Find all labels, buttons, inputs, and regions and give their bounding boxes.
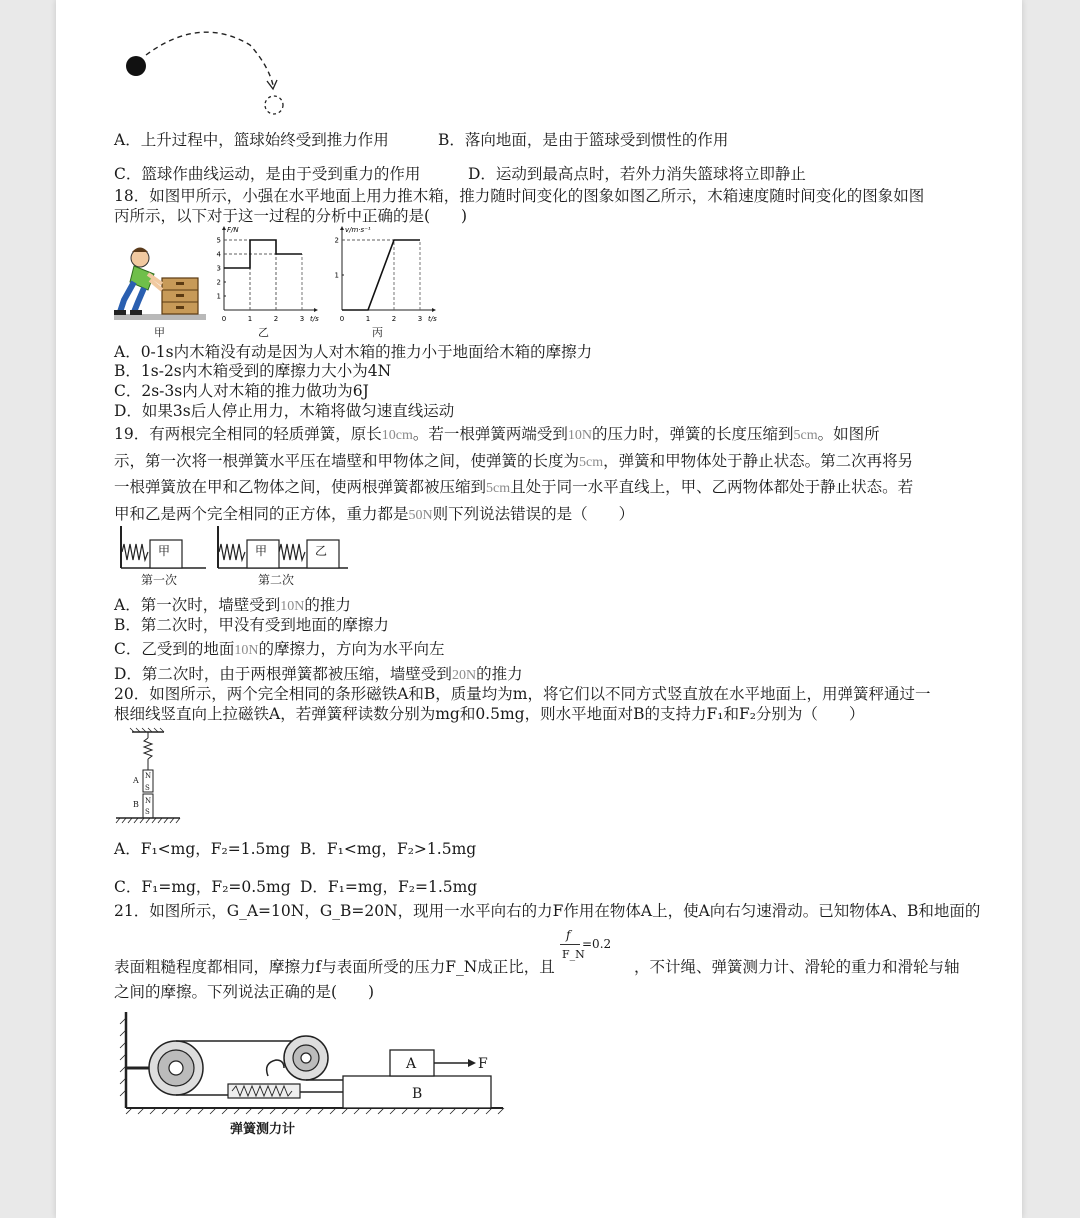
q20-pole-3: N [145, 797, 152, 805]
q19-caption-second: 第二次 [258, 573, 295, 587]
q19-value-50n: 50N [408, 507, 433, 523]
q18-option-d: D．如果3s后人停止用力，木箱将做匀速直线运动 [114, 402, 455, 420]
x-tick-label: 1 [247, 315, 253, 323]
x-tick-label: 2 [391, 315, 397, 323]
y-tick-label: 5 [216, 236, 221, 245]
q17-option-d: D．运动到最高点时，若外力消失篮球将立即静止 [468, 165, 806, 183]
q19-option-a: A．第一次时，墙壁受到10N的推力 [114, 596, 351, 614]
y-axis-label: F/N [227, 226, 239, 234]
y-tick-label: 4 [216, 250, 221, 259]
q17-option-b: B．落向地面，是由于篮球受到惯性的作用 [438, 131, 729, 149]
q21-fraction-value: =0.2 [582, 937, 612, 951]
y-tick-label: 1 [334, 271, 339, 280]
q21-label-f: F [478, 1056, 488, 1072]
basketball-trajectory-figure [120, 25, 295, 120]
y-tick-label: 2 [216, 278, 221, 287]
x-tick-label: 0 [221, 315, 227, 323]
q18-option-a: A．0-1s内木箱没有动是因为人对木箱的推力小于地面给木箱的摩擦力 [114, 343, 593, 361]
q19-value-20n: 20N [451, 668, 477, 683]
q18-label-yi: 乙 [258, 326, 269, 339]
q18-force-time-chart [212, 226, 327, 326]
q17-option-c: C．篮球作曲线运动，是由于受到重力的作用 [114, 165, 421, 183]
x-tick-label: 1 [365, 315, 371, 323]
x-tick-label: 0 [339, 315, 345, 323]
basketball-start [126, 56, 146, 76]
q18-label-jia: 甲 [154, 326, 165, 339]
q20-pole-2: S [145, 784, 150, 792]
q18-velocity-time-chart [330, 226, 445, 326]
q20-label-b: B [133, 800, 139, 809]
x-axis-label: t/s [310, 315, 319, 323]
y-tick-label: 2 [334, 236, 339, 245]
q19-block-yi-label: 乙 [315, 544, 328, 558]
q18-option-b: B．1s-2s内木箱受到的摩擦力大小为4N [114, 362, 392, 380]
x-tick-label: 2 [273, 315, 279, 323]
y-axis-arrow [340, 226, 344, 230]
x-tick-label: 3 [417, 315, 423, 323]
q20-pole-1: N [145, 772, 152, 780]
y-axis-label: v/m·s⁻¹ [345, 226, 371, 234]
q19-block-jia-label-1: 甲 [158, 544, 171, 558]
series-line [342, 240, 420, 310]
q21-stem-line2b: ，不计绳、弹簧测力计、滑轮的重力和滑轮与轴 [634, 958, 960, 976]
q20-pole-4: S [145, 808, 150, 816]
y-tick-label: 1 [216, 292, 221, 301]
q19-option-d: D．第二次时，由于两根弹簧都被压缩，墙壁受到20N的推力 [114, 665, 523, 683]
q19-value-5cm: 5cm [793, 428, 818, 443]
q19-option-c: C．乙受到的地面10N的摩擦力，方向为水平向左 [114, 640, 445, 658]
q18-option-c: C．2s-3s内人对木箱的推力做功为6J [114, 382, 369, 400]
q21-label-b: B [412, 1086, 423, 1102]
q20-label-a: A [133, 776, 139, 785]
q21-fraction-denominator: F_N [562, 948, 585, 961]
x-axis-label: t/s [428, 315, 437, 323]
q19-option-b: B．第二次时，甲没有受到地面的摩擦力 [114, 616, 389, 634]
q18-stem-line2: 丙所示，以下对于这一过程的分析中正确的是( ) [114, 207, 468, 225]
q21-caption-spring-balance: 弹簧测力计 [230, 1122, 296, 1137]
q20-option-d: D．F₁=mg，F₂=1.5mg [300, 878, 478, 896]
q19-caption-first: 第一次 [141, 573, 178, 587]
q21-fraction-numerator: f [566, 928, 571, 942]
q21-label-a: A [406, 1056, 417, 1072]
y-axis-arrow [222, 226, 226, 230]
q21-fraction-bar [560, 944, 580, 945]
q20-stem-line2: 根细线竖直向上拉磁铁A，若弹簧秤读数分别为mg和0.5mg，则水平地面对B的支持力F₁和F₂分别为（ ） [114, 705, 865, 723]
force-arrow [468, 1059, 476, 1067]
x-tick-label: 3 [299, 315, 305, 323]
q21-pulley-figure [118, 1008, 508, 1118]
q17-option-a: A．上升过程中，篮球始终受到推力作用 [114, 131, 389, 149]
q19-value-10cm: 10cm [381, 428, 413, 443]
q21-stem-line3: 之间的摩擦。下列说法正确的是( ) [114, 983, 375, 1001]
q19-block-jia-label-2: 甲 [255, 544, 268, 558]
x-axis-arrow [314, 308, 318, 312]
y-tick-label: 3 [216, 264, 221, 273]
q19-value-10n: 10N [567, 428, 592, 443]
q21-stem-line1: 21．如图所示，G_A=10N，G_B=20N，现用一水平向右的力F作用在物体A上，使A向右匀速滑动。已知物体A、B和地面的 [114, 902, 981, 920]
q20-option-a: A．F₁<mg，F₂=1.5mg [114, 840, 290, 858]
q18-stem-line1: 18．如图甲所示，小强在水平地面上用力推木箱，推力随时间变化的图象如图乙所示，木箱速度随时间变化的图象如图 [114, 187, 925, 205]
q19-stem: 19．有两根完全相同的轻质弹簧，原长10cm。若一根弹簧两端受到10N的压力时，弹簧的长度压缩到5cm。如图所 示，第一次将一根弹簧水平压在墙壁和甲物体之间，使弹簧的长度为5cm，弹簧和甲物体处于静止状态。第二次再将另 一根弹簧放在甲和乙物体之间，使两根弹簧都被压缩到5cm且处于同一水平直线上，甲、乙两物体都处于静止状态。若 甲和乙是两个完全相同的正方体，重力都是50N则下列说法错误的是（ ） [114, 425, 914, 523]
q21-stem-line2a: 表面粗糙程度都相同，摩擦力f与表面所受的压力F_N成正比，且 [114, 958, 555, 976]
q20-stem-line1: 20．如图所示，两个完全相同的条形磁铁A和B，质量均为m，将它们以不同方式竖直放在水平地面上，用弹簧秤通过一 [114, 685, 931, 703]
q20-option-c: C．F₁=mg，F₂=0.5mg [114, 878, 291, 896]
q18-label-bing: 丙 [372, 326, 383, 339]
q20-option-b: B．F₁<mg，F₂>1.5mg [300, 840, 477, 858]
basketball-end [265, 96, 283, 114]
x-axis-arrow [432, 308, 436, 312]
q18-person-pushing-figure [114, 238, 214, 338]
